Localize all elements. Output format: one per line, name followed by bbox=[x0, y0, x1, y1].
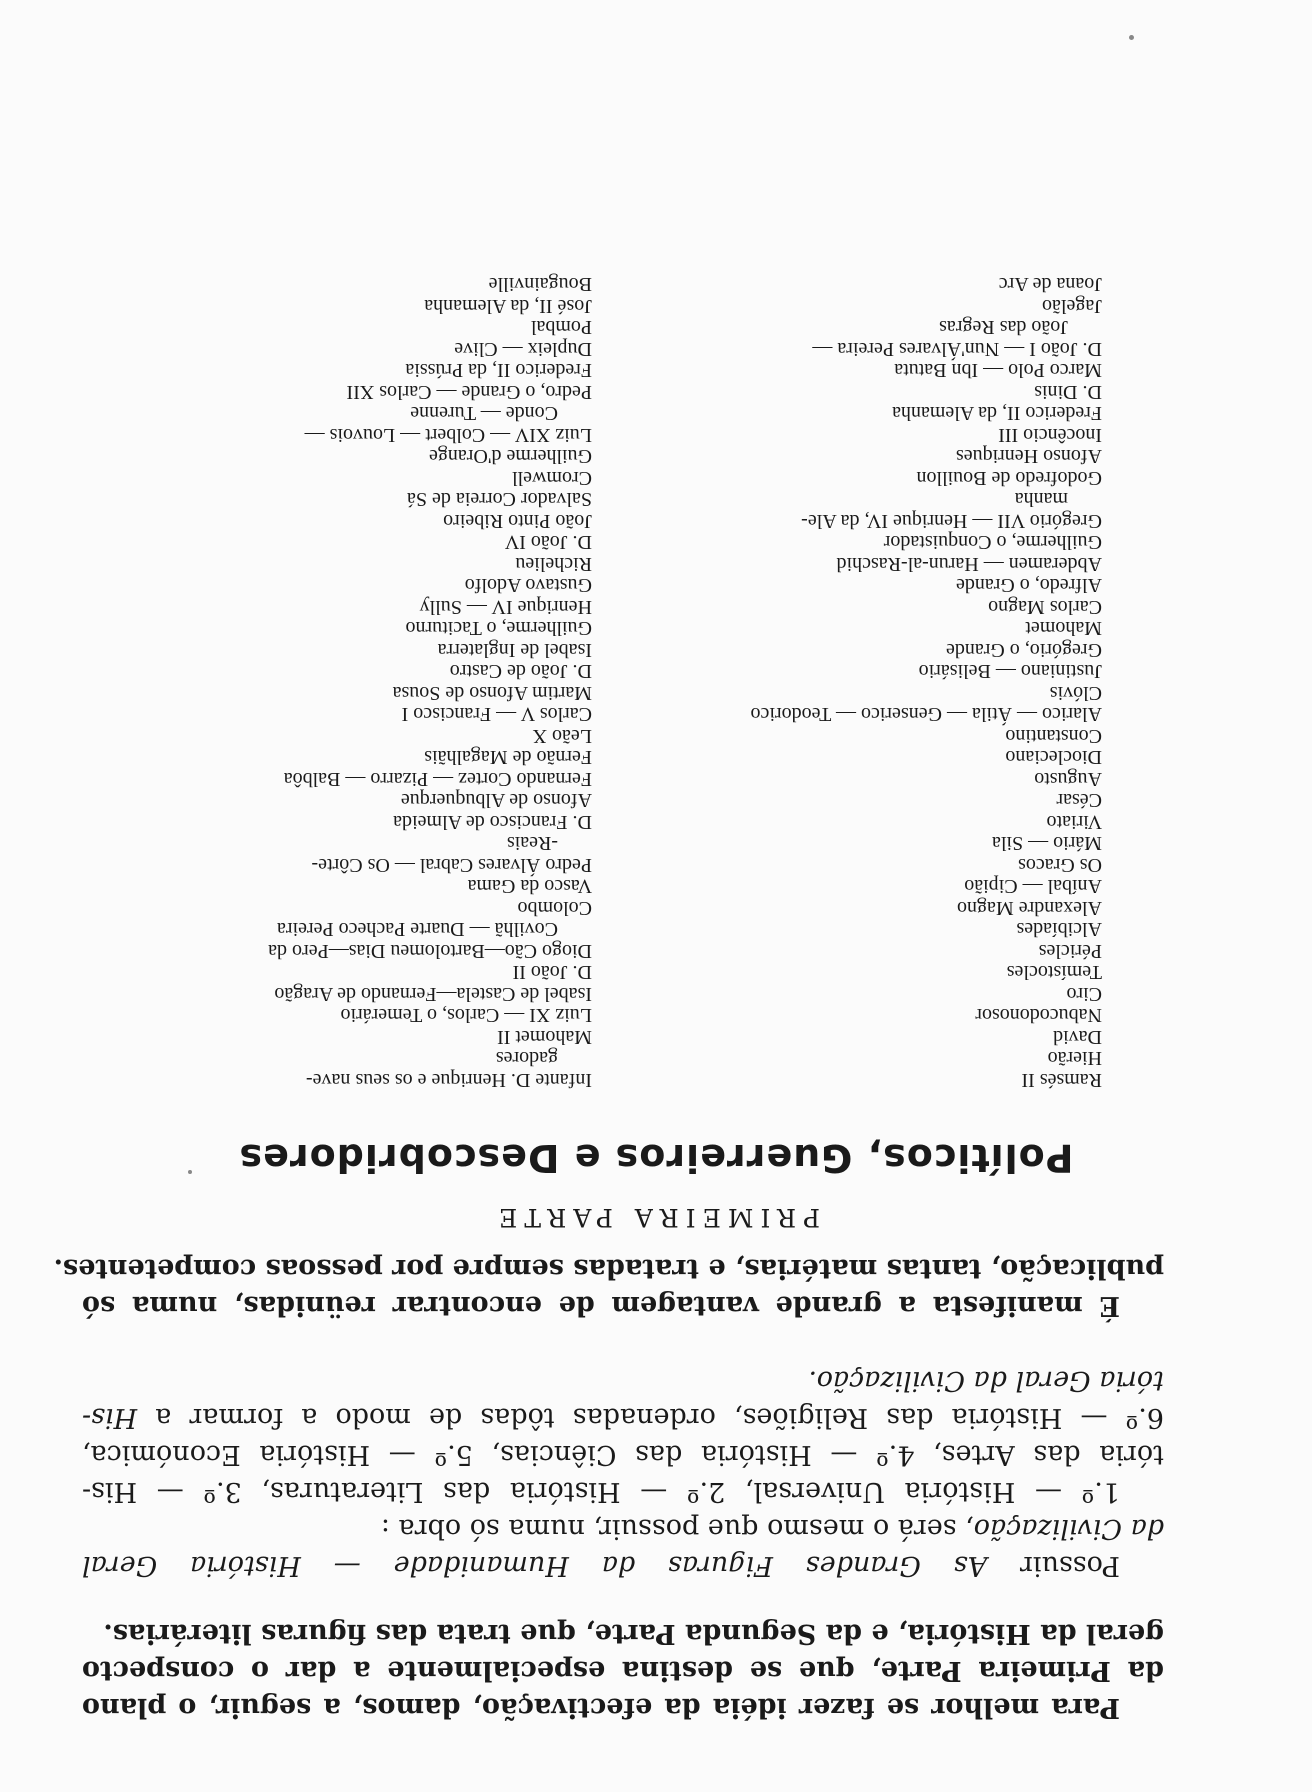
scan-speck bbox=[188, 1170, 192, 1174]
list-entry: Péricles bbox=[1038, 940, 1102, 962]
figures-list-left bbox=[642, 273, 1102, 1090]
list-entry: D. Francisco de Almeida bbox=[393, 811, 592, 833]
list-entry: Mahomet bbox=[1025, 617, 1102, 640]
text-line: tória Geral da Civilização. bbox=[808, 1365, 1164, 1396]
section-title: Políticos, Guerreiros e Descobridores bbox=[238, 1136, 1074, 1180]
list-entry: Guilherme d'Orange bbox=[429, 445, 592, 468]
list-entry: Isabel de Castela—Fernando de Aragão bbox=[274, 983, 592, 1005]
list-entry: Alfredo, o Grande bbox=[955, 574, 1102, 597]
list-entry: Pedro Álvares Cabral — Os Côrte- bbox=[311, 854, 592, 876]
list-entry: Carlos V — Francisco I bbox=[401, 703, 592, 726]
list-entry: gadores bbox=[495, 1047, 558, 1070]
list-entry: David bbox=[1053, 1026, 1102, 1048]
list-entry: César bbox=[1056, 789, 1102, 812]
list-entry: Pedro, o Grande — Carlos XII bbox=[346, 381, 592, 403]
list-entry: Vasco da Gama bbox=[467, 875, 592, 898]
list-entry: Diocleciano bbox=[1005, 746, 1102, 769]
list-entry: Salvador Correia de Sá bbox=[407, 488, 592, 511]
list-entry: Ramsés II bbox=[1021, 1069, 1102, 1091]
list-entry: Godofredo de Bouillon bbox=[916, 467, 1102, 489]
list-entry: Nabucodonosor bbox=[975, 1004, 1102, 1027]
list-entry: Alcibíades bbox=[1016, 918, 1102, 941]
list-entry: Guilherme, o Conquistador bbox=[883, 531, 1102, 554]
list-entry: Inocêncio III bbox=[998, 424, 1102, 446]
part-heading: PRIMEIRA PARTE bbox=[492, 1203, 820, 1232]
text-line: da Primeira Parte, que se destina especialmente a dar o conspecto bbox=[82, 1655, 1164, 1686]
list-entry: D. João I — Nun'Álvares Pereira — bbox=[812, 338, 1102, 360]
list-entry: Gregório, o Grande bbox=[945, 639, 1102, 661]
list-entry: Luiz XI — Carlos, o Temerário bbox=[340, 1004, 592, 1027]
list-entry: Bougainville bbox=[488, 273, 592, 296]
list-entry: Cromwell bbox=[512, 467, 592, 489]
list-entry: Richelieu bbox=[515, 553, 592, 575]
list-entry: -Reais bbox=[506, 832, 558, 855]
list-entry: Diogo Cão—Bartolomeu Dias—Pero da bbox=[268, 940, 592, 962]
list-entry: Ciro bbox=[1066, 983, 1102, 1005]
list-entry: Augusto bbox=[1034, 768, 1102, 790]
list-entry: Dupleix — Clive bbox=[454, 338, 592, 360]
list-entry: Leão X bbox=[532, 725, 592, 747]
text-line: tória das Artes, 4.º — História das Ciências, 5.º — História Económica, bbox=[82, 1439, 1164, 1470]
list-entry: Carlos Magno bbox=[988, 596, 1102, 618]
list-entry: Temístocles bbox=[1006, 961, 1102, 984]
list-entry: Gregório VII — Henrique IV, da Ale- bbox=[801, 510, 1102, 532]
text-line: publicação, tantas matérias, e tratadas sempre por pessoas competentes. bbox=[53, 1253, 1164, 1284]
list-entry: João das Regras bbox=[939, 316, 1068, 339]
book-title-italic: As Grandes Figuras da Humanidade — História Geral bbox=[82, 1550, 988, 1581]
list-entry: Colombo bbox=[517, 897, 592, 919]
contents-paragraph bbox=[82, 1362, 1164, 1584]
list-entry: Luiz XIV — Colbert — Louvois — bbox=[304, 424, 592, 446]
list-entry: Abderamen — Harun-al-Raschid bbox=[836, 553, 1102, 575]
list-entry: Hierão bbox=[1047, 1047, 1102, 1070]
list-entry: Os Gracos bbox=[1018, 854, 1102, 876]
list-entry: Guilherme, o Taciturno bbox=[405, 617, 592, 640]
list-entry: Alarico — Átila — Genserico — Teodorico bbox=[750, 703, 1102, 726]
list-entry: D. João II bbox=[512, 961, 592, 984]
list-entry: Frederico II, da Prússia bbox=[405, 359, 592, 382]
list-entry: D. João IV bbox=[504, 531, 592, 554]
list-entry: Viriato bbox=[1046, 811, 1102, 833]
list-entry: Justiniano — Belisário bbox=[918, 660, 1102, 683]
advantage-paragraph bbox=[53, 1250, 1164, 1324]
list-entry: manha bbox=[1014, 488, 1068, 511]
list-entry: Covilhã — Duarte Pacheco Pereira bbox=[276, 918, 558, 941]
list-entry: Afonso Henriques bbox=[955, 445, 1102, 468]
list-entry: Infante D. Henrique e os seus nave- bbox=[305, 1069, 592, 1091]
list-entry: João Pinto Ribeiro bbox=[443, 510, 592, 532]
list-entry: Isabel de Inglaterra bbox=[437, 639, 592, 661]
list-entry: Conde — Turenne bbox=[410, 402, 558, 425]
text-line: da Civilização, será o mesmo que possuir, numa só obra : bbox=[380, 1513, 1164, 1544]
scan-speck bbox=[1129, 35, 1134, 40]
list-entry: Fernão de Magalhãis bbox=[424, 746, 592, 769]
list-entry: Marco Polo — Ibn Batuta bbox=[894, 359, 1102, 382]
list-entry: Afonso de Albuquerque bbox=[400, 789, 592, 812]
list-entry: Aníbal — Cipião bbox=[964, 875, 1102, 898]
list-entry: D. Dinis bbox=[1034, 381, 1102, 403]
list-entry: Martim Afonso de Sousa bbox=[392, 682, 592, 704]
text-line: Possuir As Grandes Figuras da Humanidade — História Geral bbox=[82, 1550, 1120, 1581]
figures-list-right bbox=[62, 273, 592, 1090]
list-entry: Pombal bbox=[530, 316, 592, 339]
list-entry: Jagelão bbox=[1042, 295, 1102, 317]
text-line: 1.º — História Universal, 2.º — História das Literaturas, 3.º — His- bbox=[82, 1476, 1120, 1507]
list-entry: Gustavo Adolfo bbox=[464, 574, 592, 597]
text-line: geral da História, e da Segunda Parte, que trata das figuras literárias. bbox=[103, 1618, 1164, 1649]
list-entry: Frederico II, da Alemanha bbox=[892, 402, 1102, 425]
text-line: Para melhor se fazer idéia da efectivação, damos, a seguir, o plano bbox=[82, 1692, 1120, 1723]
list-entry: Joana de Arc bbox=[998, 273, 1102, 296]
list-entry: D. João de Castro bbox=[449, 660, 592, 683]
list-entry: Clóvis bbox=[1049, 682, 1102, 704]
book-title-italic: da Civilização bbox=[973, 1513, 1164, 1544]
list-entry: Mahomet II bbox=[497, 1026, 592, 1048]
list-entry: Alexandre Magno bbox=[957, 897, 1102, 919]
list-entry: Henrique IV — Sully bbox=[419, 596, 592, 618]
list-entry: José II, da Alemanha bbox=[424, 295, 592, 317]
text-line: 6.º — História das Religiões, ordenadas tôdas de modo a formar a His- bbox=[82, 1402, 1164, 1433]
intro-paragraph bbox=[82, 1615, 1164, 1726]
list-entry: Fernando Cortez — Pizarro — Balbôa bbox=[283, 768, 592, 790]
text-line: É manifesta a grande vantagem de encontrar reünidas, numa só bbox=[82, 1290, 1120, 1321]
list-entry: Constantino bbox=[1005, 725, 1102, 747]
list-entry: Mário — Sila bbox=[992, 832, 1102, 855]
